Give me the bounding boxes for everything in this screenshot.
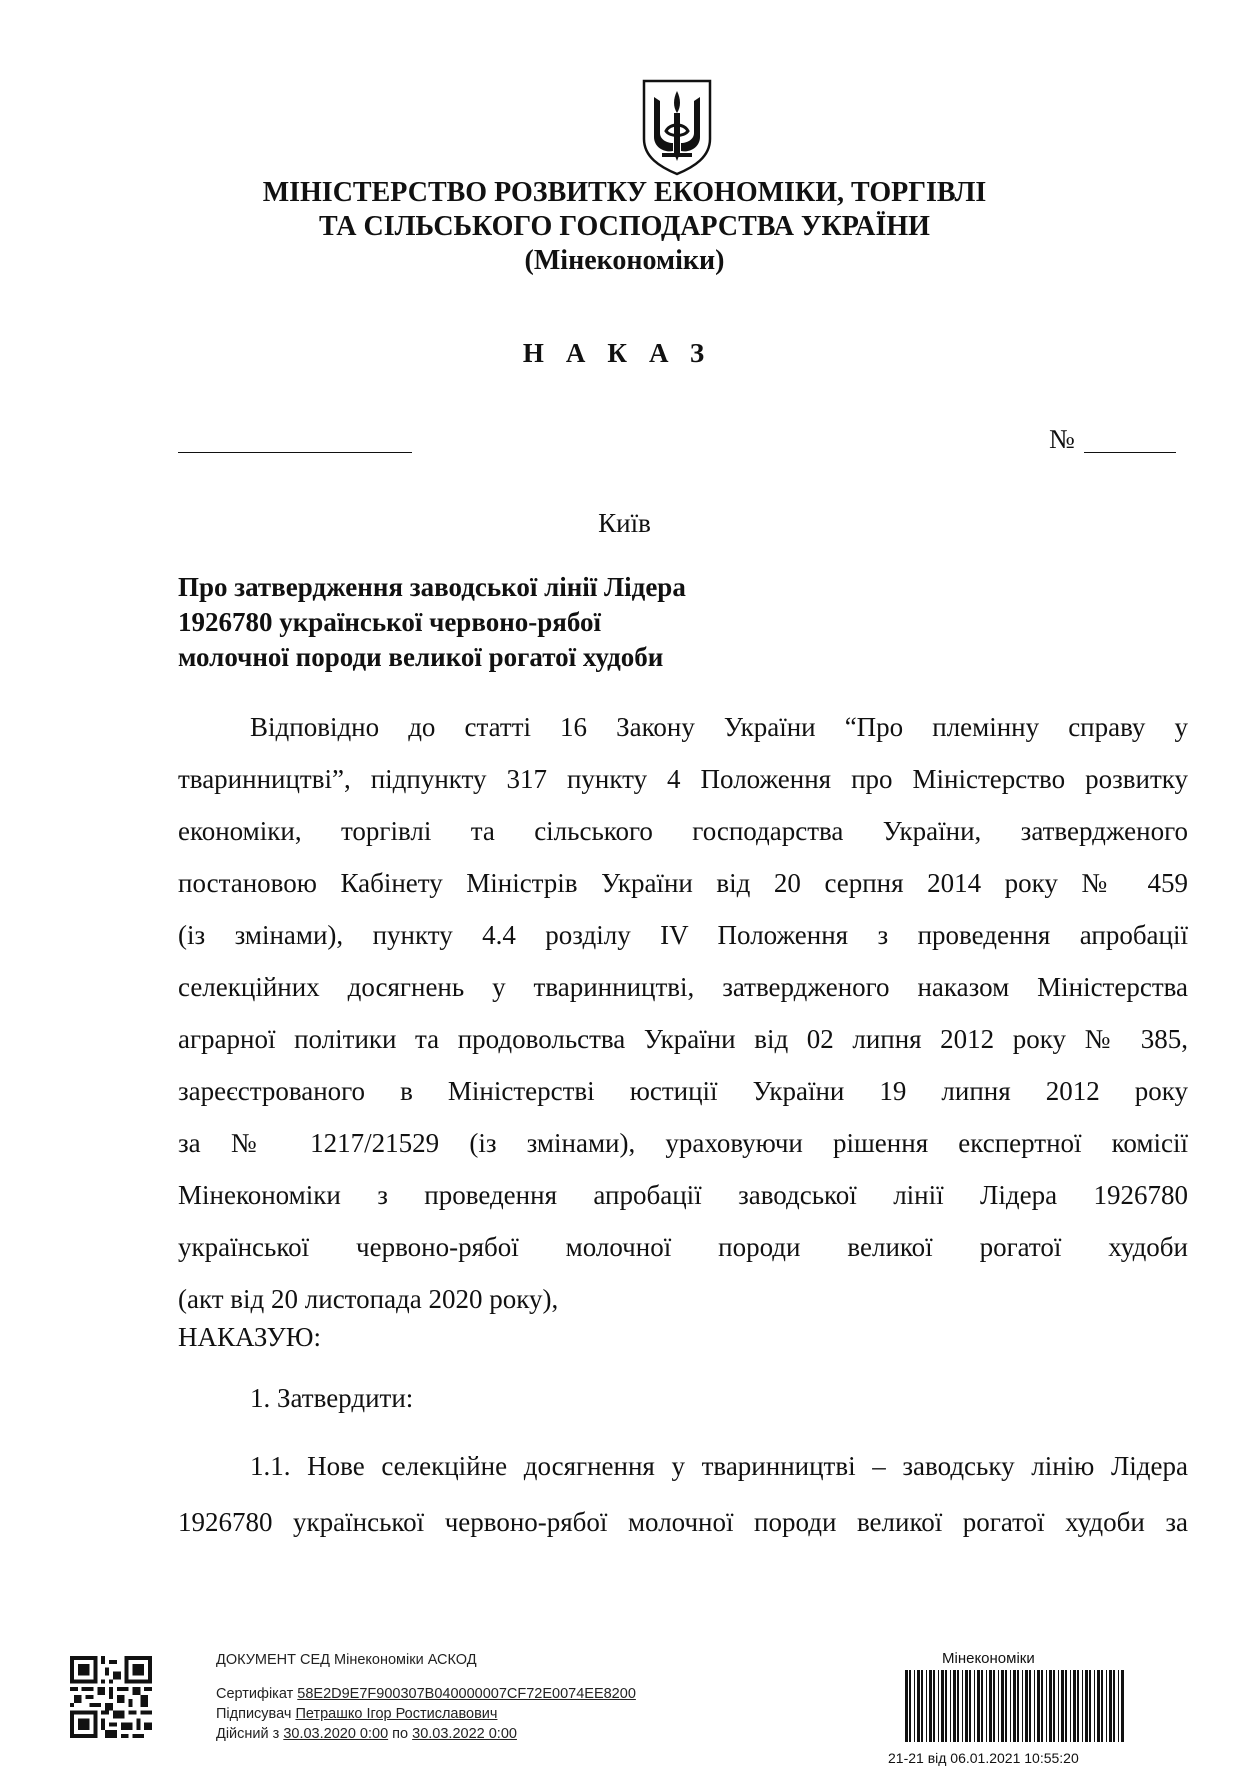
order-word: НАКАЗУЮ: — [178, 1322, 322, 1352]
city: Київ — [598, 508, 651, 538]
barcode-icon — [905, 1670, 1125, 1742]
certificate-line — [216, 1686, 636, 1702]
ministry-name-line2: ТА СІЛЬСЬКОГО ГОСПОДАРСТВА УКРАЇНИ — [319, 211, 930, 242]
body-line: економіки, торгівлі та сільського господарства України, затвердженого — [178, 816, 1188, 846]
date-blank-line — [178, 452, 412, 453]
valid-to: 30.03.2022 0:00 — [412, 1726, 517, 1742]
subject-line: Про затвердження заводської лінії Лідера — [178, 572, 686, 602]
valid-label: Дійсний з — [216, 1726, 280, 1742]
item-line: 1.1. Нове селекційне досягнення у тваринництві – заводську лінію Лідера — [250, 1451, 1188, 1481]
ministry-name-line1: МІНІСТЕРСТВО РОЗВИТКУ ЕКОНОМІКИ, ТОРГІВЛІ — [262, 177, 987, 208]
certificate-label: Сертифікат — [216, 1686, 294, 1702]
ministry-short-name: (Мінекономіки) — [524, 245, 725, 276]
body-line: зареєстрованого в Міністерстві юстиції України 19 липня 2012 року — [178, 1076, 1188, 1106]
body-line: тваринництві”, підпункту 317 пункту 4 Положення про Міністерство розвитку — [178, 764, 1188, 794]
body-line: за № 1217/21529 (із змінами), ураховуючи рішення експертної комісії — [178, 1128, 1188, 1158]
item-line: 1926780 української червоно-рябої молочної породи великої рогатої худоби за — [178, 1507, 1188, 1537]
trident-coat-of-arms-icon — [640, 77, 714, 177]
number-blank-line — [1084, 452, 1176, 453]
document-system-line: ДОКУМЕНТ СЕД Мінекономіки АСКОД — [216, 1652, 477, 1668]
body-line: (із змінами), пункту 4.4 розділу IV Положення з проведення апробації — [178, 920, 1188, 950]
qr-code-icon — [70, 1656, 152, 1738]
subject-line: 1926780 української червоно-рябої — [178, 607, 602, 637]
subject-line: молочної породи великої рогатої худоби — [178, 642, 664, 672]
order-item-1: 1. Затвердити: — [250, 1383, 414, 1413]
order-item-1-1 — [178, 1438, 1188, 1550]
registration-number: 21-21 від 06.01.2021 10:55:20 — [888, 1750, 1079, 1766]
body-line: аграрної політики та продовольства України від 02 липня 2012 року № 385, — [178, 1024, 1188, 1054]
certificate-value: 58E2D9E7F900307B040000007CF72E0074EE8200 — [297, 1686, 636, 1702]
body-line: української червоно-рябої молочної породи великої рогатої худоби — [178, 1232, 1188, 1262]
valid-to-label: по — [392, 1726, 409, 1742]
number-label: № — [1049, 424, 1075, 454]
body-line: Відповідно до статті 16 Закону України “Про племінну справу у — [250, 712, 1188, 742]
document-type-title: НАКАЗ — [522, 338, 727, 368]
body-line: Мінекономіки з проведення апробації заводської лінії Лідера 1926780 — [178, 1180, 1188, 1210]
document-subject — [178, 570, 686, 675]
body-line: селекційних досягнень у тваринництві, затвердженого наказом Міністерства — [178, 972, 1188, 1002]
barcode-title: Мінекономіки — [942, 1650, 1035, 1667]
signer-line — [216, 1706, 497, 1722]
body-line: (акт від 20 листопада 2020 року), — [178, 1284, 559, 1314]
body-line: постановою Кабінету Міністрів України від 20 серпня 2014 року № 459 — [178, 868, 1188, 898]
valid-from: 30.03.2020 0:00 — [283, 1726, 389, 1742]
preamble-paragraph — [178, 701, 1188, 1325]
validity-line — [216, 1726, 517, 1742]
signer-label: Підписувач — [216, 1706, 292, 1722]
signer-value: Петрашко Ігор Ростиславович — [295, 1706, 498, 1722]
